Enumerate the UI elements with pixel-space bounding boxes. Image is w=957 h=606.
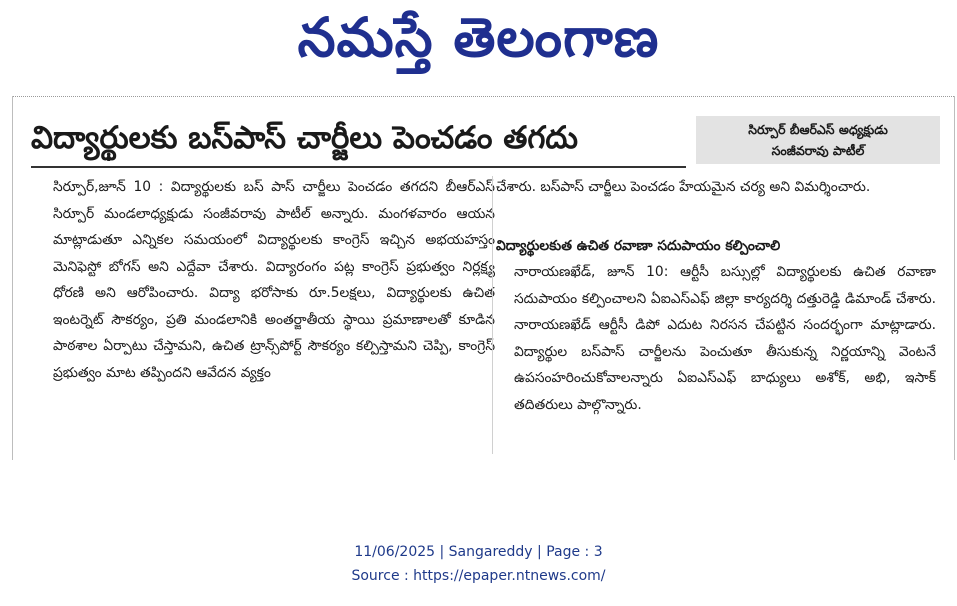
clipping-edge [13, 96, 954, 107]
article-subheading: విద్యార్థులకుత ఉచిత రవాణా సదుపాయం కల్పించాలి [496, 238, 781, 254]
clipping-source: Source : https://epaper.ntnews.com/ [351, 568, 606, 584]
headline-divider [31, 166, 686, 168]
newspaper-logo: నమస్తే తెలంగాణ [297, 5, 660, 69]
byline-name: సంజీవరావు పాటీల్‌ [771, 143, 865, 158]
article-body-1: సిర్పూర్‌,జూన్‌ 10 : విద్యార్థులకు బస్‌ పాస్‌ చార్జీలు పెంచడం తగదని బీఆర్‌ఎస్‌ సిర్పూర్‌ మండలాధ్యక్షుడు సంజీవరావు పాటీల్‌ అన్నారు. మంగళవారం ఆయన మాట్లాడుతూ ఎన్నికల సమయంలో విద్యార్థులకు కాంగ్రెస్‌ ఇచ్చిన అభయహస్తం మెనిఫెస్టో బోగస్‌ అని ఎద్దేవా చేశారు. విద్యారంగం పట్ల కాంగ్రెస్‌ ప్రభుత్వం నిర్లక్ష్య ధోరణి అని ఆరోపించారు. విద్యా భరోసాకు రూ.5లక్షలు, విద్యార్థులకు ఉచిత ఇంటర్నెట్‌ సౌకర్యం, ప్రతి మండలానికి అంతర్జాతీయ స్థాయి ప్రమాణాలతో కూడిన పాఠశాల ఏర్పాటు చేస్తామని, ఉచిత ట్రాన్స్‌పోర్ట్‌ సౌకర్యం కల్పిస్తామని చెప్పి, కాంగ్రెస్‌ ప్రభుత్వం మాట తప్పిందని ఆవేదన వ్యక్తం [53, 179, 495, 381]
article-body-2: చేశారు. బస్‌పాస్‌ చార్జీలు పెంచడం హేయమైన చర్య అని విమర్శించారు. [496, 179, 871, 195]
article-column-2 [496, 174, 936, 234]
column-divider [492, 176, 493, 454]
article-body-3: నారాయణఖేడ్‌, జూన్‌ 10: ఆర్టీసీ బస్సుల్లో విద్యార్థులకు ఉచిత రవాణా సదుపాయం కల్పించాలని ఏఐఎస్‌ఎఫ్‌ జిల్లా కార్యదర్శి దత్తురెడ్డి డిమాండ్‌ చేశారు. నారాయణఖేడ్‌ ఆర్టీసీ డిపో ఎదుట నిరసన చేపట్టిన సందర్భంగా మాట్లాడారు. విద్యార్థుల బస్‌పాస్‌ చార్జీలను పెంచుతూ తీసుకున్న నిర్ణయాన్ని వెంటనే ఉపసంహరించుకోవాలన్నారు ఏఐఎస్‌ఎఫ్‌ బాధ్యులు అశోక్‌, అభి, ఇసాక్‌ తదితరులు పాల్గొన్నారు. [514, 264, 936, 413]
article-headline: విద్యార్థులకు బస్‌పాస్‌ చార్జీలు పెంచడం తగదు [31, 120, 579, 156]
article-column-3 [496, 259, 936, 459]
byline-title: సిర్పూర్‌ బీఆర్‌ఎస్‌ అధ్యక్షుడు [748, 122, 888, 137]
article-clipping [12, 96, 955, 460]
byline-box [696, 116, 940, 164]
masthead [0, 0, 957, 88]
clipping-meta: 11/06/2025 | Sangareddy | Page : 3 [354, 544, 603, 560]
article-column-1 [35, 174, 495, 458]
